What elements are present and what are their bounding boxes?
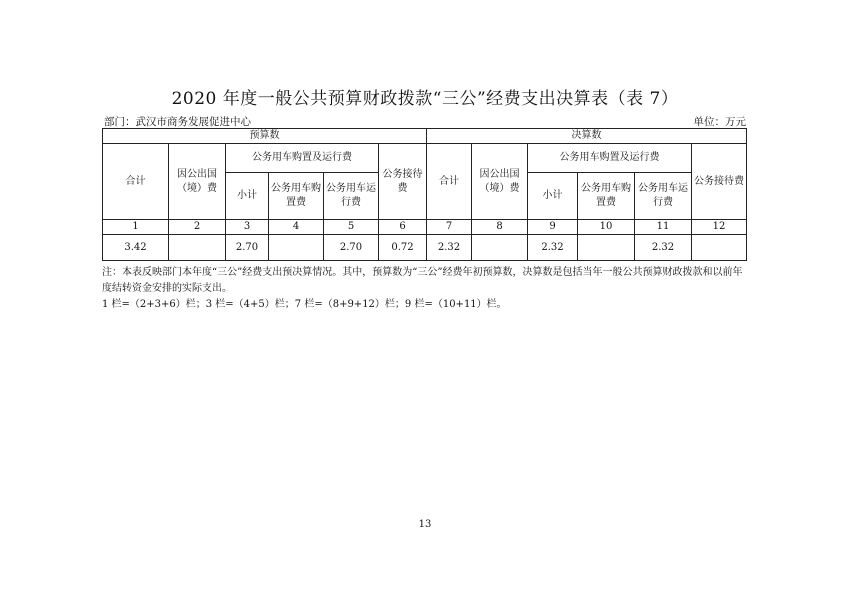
final-subtotal-header: 小计 xyxy=(528,173,578,220)
value-cell xyxy=(269,235,324,261)
final-total-header: 合计 xyxy=(427,144,472,220)
column-number-row xyxy=(103,220,747,235)
col-number: 5 xyxy=(324,220,379,235)
column-formula-note: 1 栏=（2+3+6）栏；3 栏=（4+5）栏；7 栏=（8+9+12）栏；9 栏=（10+11）栏。 xyxy=(102,299,507,310)
final-vehicle-group-header: 公务用车购置及运行费 xyxy=(528,144,692,173)
table-note: 注：本表反映部门本年度“三公”经费支出预决算情况。其中，预算数为“三公”经费年初预算数，决算数是包括当年一般公共预算财政拨款和以前年度结转资金安排的实际支出。 xyxy=(102,267,743,294)
page-number: 13 xyxy=(418,519,432,530)
final-vehicle-purchase-header: 公务用车购置费 xyxy=(578,173,635,220)
col-number: 12 xyxy=(692,220,747,235)
unit-label: 单位：万元 xyxy=(693,116,746,128)
col-number: 4 xyxy=(269,220,324,235)
budget-total-header: 合计 xyxy=(103,144,169,220)
budget-reception-header: 公务接待费 xyxy=(379,144,427,220)
value-cell xyxy=(169,235,226,261)
final-reception-header: 公务接待费 xyxy=(692,144,747,220)
col-number: 7 xyxy=(427,220,472,235)
col-number: 11 xyxy=(635,220,692,235)
value-row xyxy=(103,235,747,261)
budget-header: 预算数 xyxy=(103,129,427,144)
col-number: 10 xyxy=(578,220,635,235)
budget-vehicle-purchase-header: 公务用车购置费 xyxy=(269,173,324,220)
final-abroad-header: 因公出国（境）费 xyxy=(472,144,528,220)
col-number: 3 xyxy=(226,220,269,235)
col-number: 1 xyxy=(103,220,169,235)
value-cell: 3.42 xyxy=(103,235,169,261)
value-cell: 2.32 xyxy=(635,235,692,261)
budget-abroad-header: 因公出国（境）费 xyxy=(169,144,226,220)
final-vehicle-operation-header: 公务用车运行费 xyxy=(635,173,692,220)
value-cell: 0.72 xyxy=(379,235,427,261)
header-row-2 xyxy=(103,144,747,173)
value-cell xyxy=(692,235,747,261)
final-header: 决算数 xyxy=(427,129,747,144)
col-number: 8 xyxy=(472,220,528,235)
department-label: 部门：武汉市商务发展促进中心 xyxy=(104,116,251,128)
value-cell xyxy=(578,235,635,261)
value-cell xyxy=(472,235,528,261)
budget-vehicle-group-header: 公务用车购置及运行费 xyxy=(226,144,379,173)
budget-subtotal-header: 小计 xyxy=(226,173,269,220)
value-cell: 2.70 xyxy=(226,235,269,261)
value-cell: 2.32 xyxy=(528,235,578,261)
value-cell: 2.32 xyxy=(427,235,472,261)
page-title: 2020 年度一般公共预算财政拨款“三公”经费支出决算表（表 7） xyxy=(171,89,679,109)
expenditure-table xyxy=(102,128,747,261)
value-cell: 2.70 xyxy=(324,235,379,261)
col-number: 2 xyxy=(169,220,226,235)
header-row-1 xyxy=(103,129,747,144)
col-number: 9 xyxy=(528,220,578,235)
col-number: 6 xyxy=(379,220,427,235)
budget-vehicle-operation-header: 公务用车运行费 xyxy=(324,173,379,220)
